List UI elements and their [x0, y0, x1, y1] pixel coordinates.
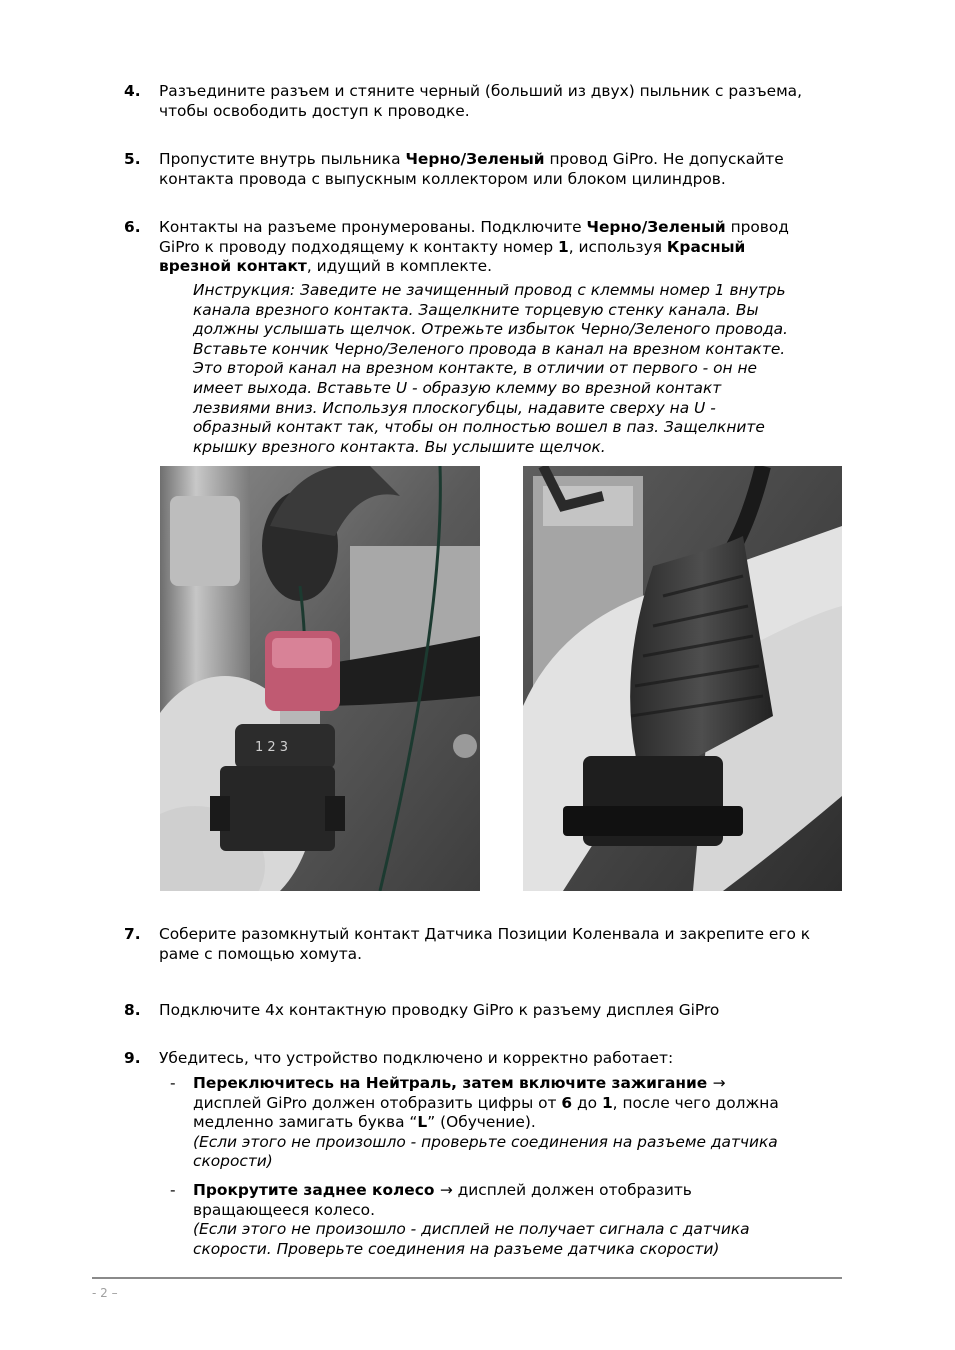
- instruction-block: Инструкция: Заведите не зачищенный провод с клеммы номер 1 внутрь канала врезного контакта. Защелкните торцевую стенку канала. Вы должны услышать щелчок. Отрежьте избыток Черно/Зеленого провода. Вставьте кончик Черно/Зеленого провода в канал на врезном контакте. Это второй канал на врезном контакте, в отличии от первого - он не имеет выхода. Вставьте U - образую клемму во врезной контакт лезвиями вниз. Используя плоскогубцы, надавите сверху на U - образный контакт так, чтобы он полностью вошел в паз. Защелкните крышку врезного контакта. Вы услышите щелчок.: [193, 281, 788, 456]
- connector-pin-numbers: 1 2 3: [255, 740, 289, 755]
- photo-connector-wiring: [160, 466, 480, 891]
- step-number: 4.: [124, 82, 141, 100]
- arrow-right-icon: →: [439, 1181, 453, 1199]
- step-text: Подключите 4х контактную проводку GiPro к разъему дисплея GiPro: [159, 1001, 720, 1019]
- step-text: Соберите разомкнутый контакт Датчика Позиции Коленвала и закрепите его к раме с помощью хомута.: [159, 925, 811, 963]
- step-number: 5.: [124, 150, 141, 168]
- step-text: Разъедините разъем и стяните черный (больший из двух) пыльник с разъема, чтобы освободить доступ к проводке.: [159, 82, 803, 120]
- step-number: 8.: [124, 1001, 141, 1019]
- photo-boot-installed-image: [523, 466, 842, 891]
- bullet-dash: -: [170, 1181, 176, 1199]
- photo-boot-installed: [523, 466, 842, 891]
- step-text: Контакты на разъеме пронумерованы. Подключите Черно/Зеленый провод GiPro к проводу подходящему к контакту номер 1, используя Красный врезной контакт, идущий в комплекте.: [159, 218, 789, 276]
- photo-connector-wiring-image: [160, 466, 480, 891]
- check-rear-wheel: Прокрутите заднее колесо → дисплей должен отобразить вращающееся колесо. (Если этого не произошло - дисплей не получает сигнала с датчика скорости. Проверьте соединения на разъеме датчика скорости): [193, 1181, 750, 1258]
- bullet-dash: -: [170, 1074, 176, 1092]
- check-neutral-ignition: Переключитесь на Нейтраль, затем включите зажигание → дисплей GiPro должен отобразить цифры от 6 до 1, после чего должна медленно замигать буква “L” (Обучение). (Если этого не произошло - проверьте соединения на разъеме датчика скорости): [193, 1074, 779, 1171]
- page-number: - 2 –: [92, 1286, 118, 1300]
- step-number: 9.: [124, 1049, 141, 1067]
- step-text: Пропустите внутрь пыльника Черно/Зеленый провод GiPro. Не допускайте контакта провода с выпускным коллектором или блоком цилиндров.: [159, 150, 784, 188]
- arrow-right-icon: →: [712, 1074, 726, 1092]
- step-text: Убедитесь, что устройство подключено и корректно работает:: [159, 1049, 674, 1067]
- footer-divider: [92, 1277, 842, 1279]
- step-number: 6.: [124, 218, 141, 236]
- step-number: 7.: [124, 925, 141, 943]
